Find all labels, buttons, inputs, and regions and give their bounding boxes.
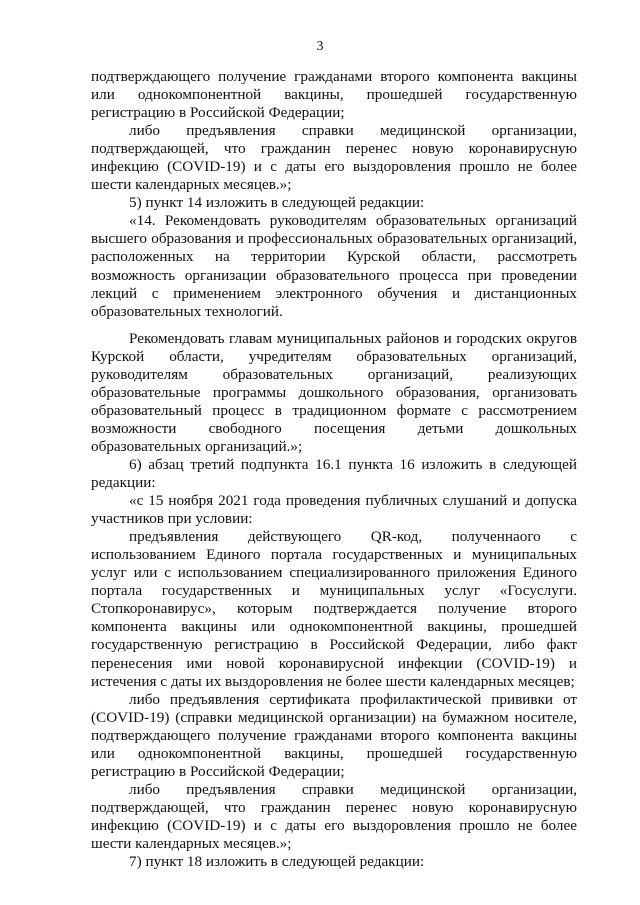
paragraph-medical-certificate: либо предъявления справки медицинской организации, подтверждающей, что гражданин перенес новую коронавирусную инфекцию (COVID-19) и с даты его выздоровления прошло не более шести календарных месяцев.»; xyxy=(91,122,577,194)
paragraph-item-7: 7) пункт 18 изложить в следующей редакции: xyxy=(129,853,425,871)
page-number: 3 xyxy=(316,39,324,54)
paragraph-item-5: 5) пункт 14 изложить в следующей редакции: xyxy=(129,194,425,212)
paragraph-paper-certificate: либо предъявления сертификата профилактической прививки от (COVID-19) (справки медицинской организации) на бумажном носителе, подтверждающего получение гражданами второго компонента вакцины или однокомпонентной вакцины, прошедшей государственную регистрацию в Российской Федерации; xyxy=(91,690,577,780)
paragraph-qr-code: предъявления действующего QR-код, полученнаого с использованием Единого портала государственных и муниципальных услуг или с использованием специализированного приложения Единого портала государственных и муниципальных услуг «Госуслуги. Стопкоронавирус», которым подтверждается получение второго компонента вакцины или однокомпонентной вакцины, прошедшей государственную регистрацию в Российской Федерации, либо факт перенесения ими новой коронавирусной инфекции (COVID-19) и истечения с даты их выздоровления не более шести календарных месяцев; xyxy=(91,528,577,690)
paragraph-point-14: «14. Рекомендовать руководителям образовательных организаций высшего образования и профессиональных образовательных организаций, расположенных на территории Курской области, рассмотреть возможность организации образовательного процесса при проведении лекций с применением электронного обучения и дистанционных образовательных технологий. xyxy=(91,212,577,320)
paragraph-vaccine-confirmation: подтверждающего получение гражданами второго компонента вакцины или однокомпонентной вакцины, прошедшей государственную регистрацию в Российской Федерации; xyxy=(91,68,577,122)
paragraph-public-hearings: «с 15 ноября 2021 года проведения публичных слушаний и допуска участников при условии: xyxy=(91,492,577,528)
document-body xyxy=(91,68,577,871)
paragraph-municipal-recommendation: Рекомендовать главам муниципальных районов и городских округов Курской области, учредителям образовательных организаций, руководителям образовательных организаций, реализующих образовательные программы дошкольного образования, организовать образовательный процесс в традиционном формате с рассмотрением возможности свободного посещения детьми дошкольных образовательных организаций.»; xyxy=(91,329,577,455)
paragraph-item-6: 6) абзац третий подпункта 16.1 пункта 16 изложить в следующей редакции: xyxy=(91,455,577,492)
paragraph-recovery-certificate: либо предъявления справки медицинской организации, подтверждающей, что гражданин перенес новую коронавирусную инфекцию (COVID-19) и с даты его выздоровления прошло не более шести календарных месяцев.»; xyxy=(91,780,577,852)
